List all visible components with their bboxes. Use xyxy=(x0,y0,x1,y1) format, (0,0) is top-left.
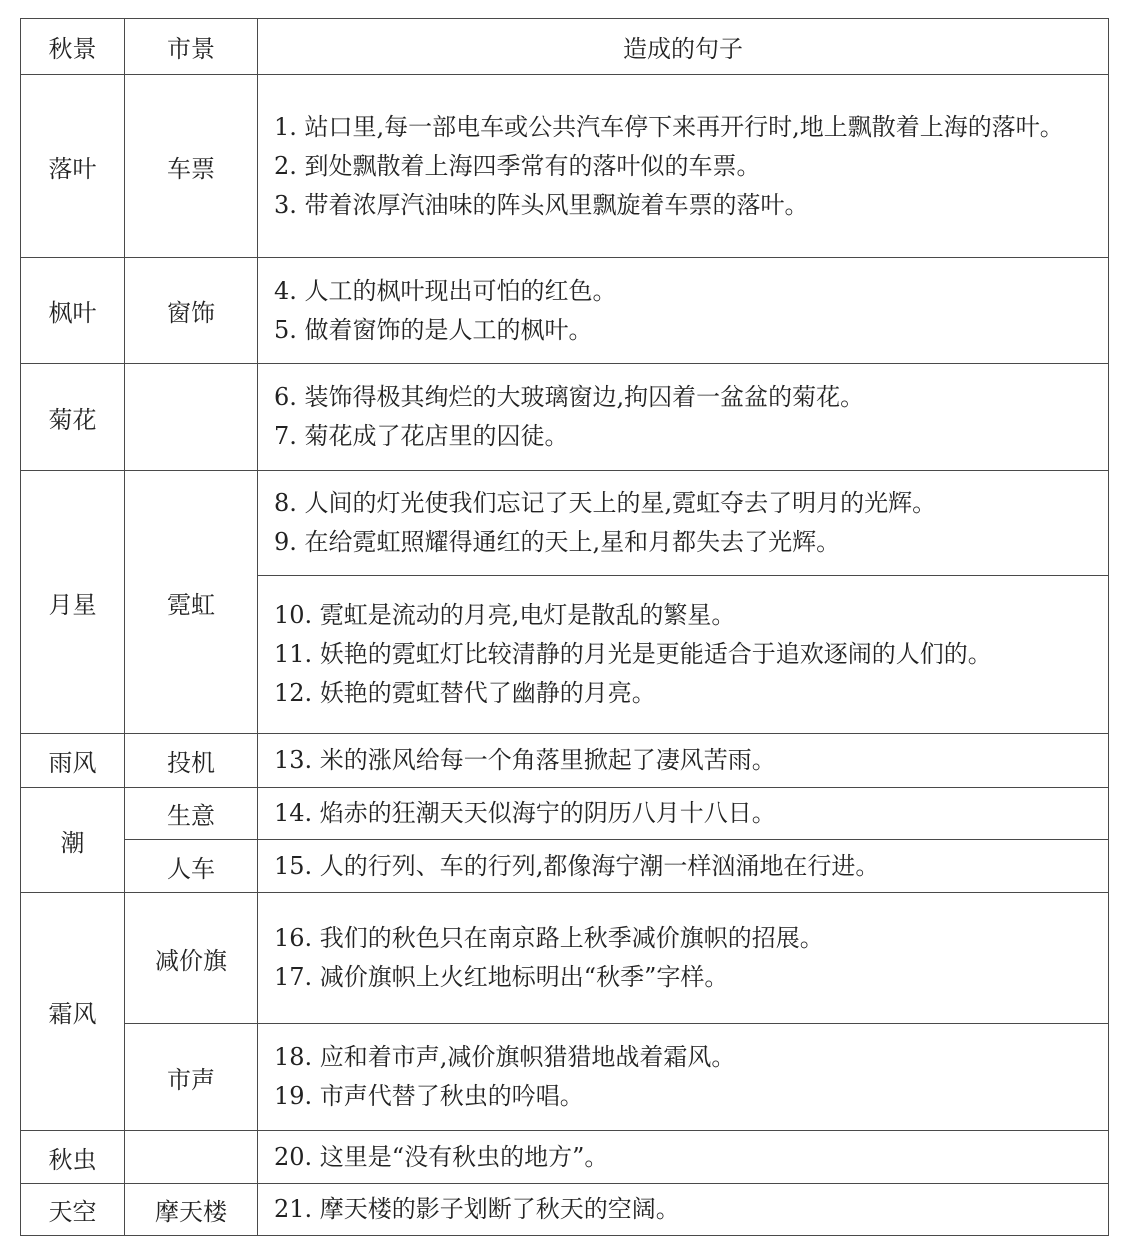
sentence: 5. 做着窗饰的是人工的枫叶。 xyxy=(274,315,593,344)
header-autumn: 秋景 xyxy=(21,19,125,75)
sentence: 20. 这里是“没有秋虫的地方”。 xyxy=(274,1142,609,1171)
sentence: 11. 妖艳的霓虹灯比较清静的月光是更能适合于追欢逐闹的人们的。 xyxy=(274,640,992,668)
sentence: 2. 到处飘散着上海四季常有的落叶似的车票。 xyxy=(274,151,761,180)
autumn-cell: 雨风 xyxy=(21,734,125,788)
city-cell: 摩天楼 xyxy=(125,1184,258,1236)
sentences-cell xyxy=(258,1024,1109,1131)
city-cell: 人车 xyxy=(125,840,258,893)
autumn-cell: 落叶 xyxy=(21,75,125,258)
table-row xyxy=(21,840,1109,893)
sentence: 7. 菊花成了花店里的囚徒。 xyxy=(274,422,569,450)
sentence: 1. 站口里,每一部电车或公共汽车停下来再开行时,地上飘散着上海的落叶。 xyxy=(274,112,1064,141)
city-cell: 投机 xyxy=(125,734,258,788)
city-cell xyxy=(125,364,258,471)
sentence: 21. 摩天楼的影子划断了秋天的空阔。 xyxy=(274,1195,680,1223)
header-sentences: 造成的句子 xyxy=(258,19,1109,75)
sentences-cell xyxy=(258,1131,1109,1184)
sentence: 16. 我们的秋色只在南京路上秋季减价旗帜的招展。 xyxy=(274,924,824,952)
sentence: 9. 在给霓虹照耀得通红的天上,星和月都失去了光辉。 xyxy=(274,528,841,556)
table-row xyxy=(21,788,1109,840)
sentence: 6. 装饰得极其绚烂的大玻璃窗边,拘囚着一盆盆的菊花。 xyxy=(274,383,865,411)
header-city: 市景 xyxy=(125,19,258,75)
sentence: 17. 减价旗帜上火红地标明出“秋季”字样。 xyxy=(274,963,729,991)
sentences-cell xyxy=(258,364,1109,471)
sentences-cell xyxy=(258,734,1109,788)
autumn-cell: 潮 xyxy=(21,788,125,893)
table-row xyxy=(21,471,1109,576)
sentences-cell xyxy=(258,788,1109,840)
table-row xyxy=(21,1184,1109,1236)
table-row xyxy=(21,893,1109,1024)
sentences-cell xyxy=(258,75,1109,258)
header-row xyxy=(21,19,1109,75)
sentences-cell xyxy=(258,1184,1109,1236)
sentence: 8. 人间的灯光使我们忘记了天上的星,霓虹夺去了明月的光辉。 xyxy=(274,489,937,517)
autumn-cell: 天空 xyxy=(21,1184,125,1236)
sentences-cell xyxy=(258,258,1109,364)
table-row xyxy=(21,1131,1109,1184)
table-row xyxy=(21,734,1109,788)
sentence: 12. 妖艳的霓虹替代了幽静的月亮。 xyxy=(274,679,656,707)
sentence: 15. 人的行列、车的行列,都像海宁潮一样汹涌地在行进。 xyxy=(274,851,880,880)
table-row xyxy=(21,75,1109,258)
autumn-cell: 菊花 xyxy=(21,364,125,471)
autumn-cell: 枫叶 xyxy=(21,258,125,364)
city-cell: 车票 xyxy=(125,75,258,258)
city-cell xyxy=(125,1131,258,1184)
autumn-cell: 月星 xyxy=(21,471,125,734)
sentence: 19. 市声代替了秋虫的吟唱。 xyxy=(274,1082,584,1110)
sentence: 18. 应和着市声,减价旗帜猎猎地战着霜风。 xyxy=(274,1043,736,1071)
table-row xyxy=(21,1024,1109,1131)
city-cell: 生意 xyxy=(125,788,258,840)
sentence: 14. 焰赤的狂潮天天似海宁的阴历八月十八日。 xyxy=(274,799,776,827)
sentence: 3. 带着浓厚汽油味的阵头风里飘旋着车票的落叶。 xyxy=(274,190,809,219)
autumn-city-table xyxy=(20,18,1109,1236)
table-row xyxy=(21,258,1109,364)
sentence: 4. 人工的枫叶现出可怕的红色。 xyxy=(274,276,617,305)
city-cell: 霓虹 xyxy=(125,471,258,734)
sentences-cell xyxy=(258,471,1109,576)
city-cell: 窗饰 xyxy=(125,258,258,364)
city-cell: 市声 xyxy=(125,1024,258,1131)
sentences-cell xyxy=(258,840,1109,893)
autumn-cell: 秋虫 xyxy=(21,1131,125,1184)
sentences-cell xyxy=(258,576,1109,734)
table-row xyxy=(21,364,1109,471)
sentence: 13. 米的涨风给每一个角落里掀起了凄风苦雨。 xyxy=(274,746,776,774)
autumn-cell: 霜风 xyxy=(21,893,125,1131)
sentence: 10. 霓虹是流动的月亮,电灯是散乱的繁星。 xyxy=(274,601,736,629)
sentences-cell xyxy=(258,893,1109,1024)
city-cell: 减价旗 xyxy=(125,893,258,1024)
